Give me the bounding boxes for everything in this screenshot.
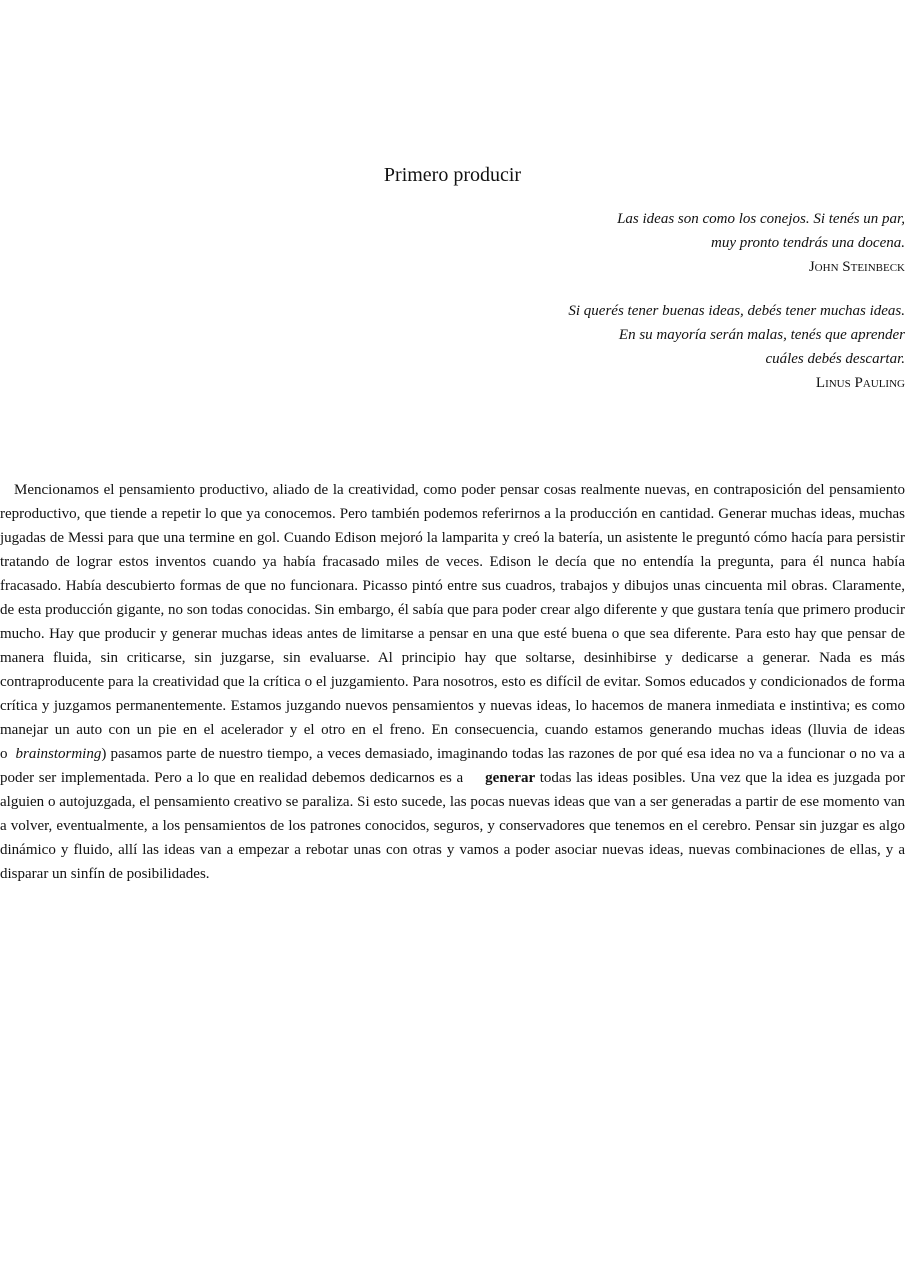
body-text-part-1: Mencionamos el pensamiento productivo, aliado de la creatividad, como poder pensar cosas realmente nuevas, en contraposición del pensamiento reproductivo, que tiende a repetir lo que ya conocemos. Pero también podemos referirnos a la producción en cantidad. Generar muchas ideas, muchas jugadas de Messi para que una termine en gol. Cuando Edison mejoró la lamparita y creó la batería, un asistente le preguntó cómo hacía para persistir tratando de lograr estos inventos cuando ya había fracasado miles de veces. Edison le decía que no entendía la pregunta, para él nunca había fracasado. Había descubierto formas de que no funcionara. Picasso pintó entre sus cuadros, trabajos y dibujos unas cincuenta mil obras. Claramente, de esta producción gigante, no son todas conocidas. Sin embargo, él sabía que para poder crear algo diferente y que gustara tenía que primero producir mucho. Hay que producir y generar muchas ideas antes de limitarse a pensar en una que esté buena o que sea diferente. Para esto hay que pensar de manera fluida, sin criticarse, sin juzgarse, sin evaluarse. Al principio hay que soltarse, desinhibirse y dedicarse a generar. Nada es más contraproducente para la creatividad que la crítica o el juzgamiento. Para nosotros, esto es difícil de evitar. Somos educados y condicionados de forma crítica y juzgamos permanentemente. Estamos juzgando nuevos pensamientos y nuevas ideas, lo hacemos de manera inmediata e instintiva; es como manejar un auto con un pie en el acelerador y el otro en el freno. En consecuencia, cuando estamos generando muchas ideas (lluvia de ideas o	[0, 482, 905, 762]
epigraph-line: En su mayoría serán malas, tenés que aprender	[618, 327, 905, 343]
epigraph-line: Las ideas son como los conejos. Si tenés un par,	[617, 211, 905, 227]
body-paragraph	[0, 478, 905, 886]
epigraph-line: muy pronto tendrás una docena.	[710, 235, 905, 251]
epigraph-steinbeck	[617, 207, 905, 279]
epigraph-author: Linus Pauling	[815, 375, 905, 391]
emphasis-brainstorming: brainstorming	[15, 746, 102, 762]
epigraph-pauling	[568, 299, 905, 395]
epigraph-author: John Steinbeck	[808, 259, 905, 275]
chapter-title: Primero producir	[383, 164, 522, 186]
body-text-part-3: todas las ideas posibles. Una vez que la idea es juzgada por alguien o autojuzgada, el pensamiento creativo se paraliza. Si esto sucede, las pocas nuevas ideas que van a ser generadas a partir de ese momento van a volver, eventualmente, a los pensamientos de los patrones conocidos, seguros, y conservadores que tenemos en el cerebro. Pensar sin juzgar es algo dinámico y fluido, allí las ideas van a empezar a rebotar unas con otras y vamos a poder asociar nuevas ideas, nuevas combinaciones de ellas, y a disparar un sinfín de posibilidades.	[0, 770, 905, 882]
epigraph-line: Si querés tener buenas ideas, debés tener muchas ideas.	[568, 303, 905, 319]
emphasis-generar: generar	[485, 770, 536, 786]
body-text-part-2: ) pasamos parte de nuestro tiempo, a veces demasiado, imaginando todas las razones de por qué esa idea no va a funcionar o no va a poder ser implementada. Pero a lo que en realidad debemos dedicarnos es a	[0, 746, 905, 786]
epigraph-line: cuáles debés descartar.	[765, 351, 905, 367]
